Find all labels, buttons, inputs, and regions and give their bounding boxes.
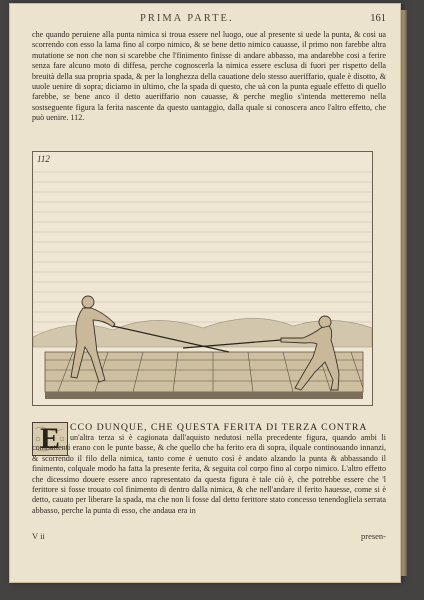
signature-mark: V ii (32, 531, 45, 541)
plate-number: 112 (37, 154, 50, 164)
engraving-plate (32, 151, 373, 406)
top-paragraph: che quando peruiene alla punta nimica si troua essere nel luogo, oue al presente si uede la punta, & cosi ua scorrendo con esso la lama fino al corpo nimico, & se bene detto nimico cauasse, il primo non farebbe altra mutatione se non che non si scarebbe che l'finimento finisse di andare abbasso, ma andarebbe cosi a ferire senza fare alcuno moto di diffesa, perche cognoscerla la nimica essere esclusa di fuori per rispetto della breuità della sua propria spada, & per la longhezza della cauatione delo stesso aueriffario, quale è disotto, & uuole uenire di sopra; diciamo in ultimo, che la spada di questo, che uà con la punta eguale effetto di quello farebbe, se bene anco il detto aueriffario non cauasse, & perche meglio s'intenda metteremo nella sostseguente figura la ferita nascente da questo uantaggio, dalla quale si conoscera anco l'altro effetto, che può uenire. 112. (32, 30, 386, 123)
drop-cap-letter: E (39, 422, 60, 455)
book-fore-edge (399, 10, 407, 576)
catchword: presen- (360, 531, 386, 541)
section-body: un'altra terza si è cagionata dall'aquisto nedutosi nella precedente figura, quando ambi li combattenti erano con le punte basse, & che quello che ha ferito era di sopra, ilquale continouando innanzi, & scorrendo il filo della nimica, tanto come è uenuto così è andato alzando la punta & abbassando il finimento, colquale modo ha fatta la presente ferita, & seguita col corpo fino al corpo nimico. L'altro effetto che dicessimo douere essere anco rapresentato da questa figura è tale ciò è, che potrebbe essere che 'l ferittore si fosse trouato col finimento di dentro dalla nimica, & che nell'andare il ferito hauesse, come si è detto, cauato per liberare la spada, ma che non li fosse dal detto ferittore stato concesso tenendogliela serrata abbasso, perche la punta di esso, che andaua era in (32, 433, 386, 515)
section-heading: CCO DUNQUE, CHE QUESTA FERITA DI TERZA CONTRA (70, 422, 368, 433)
page-header (10, 13, 400, 27)
running-title: PRIMA PARTE. (140, 13, 234, 24)
book-page (10, 4, 400, 582)
page-number: 161 (370, 13, 386, 24)
fencing-engraving (33, 152, 372, 405)
